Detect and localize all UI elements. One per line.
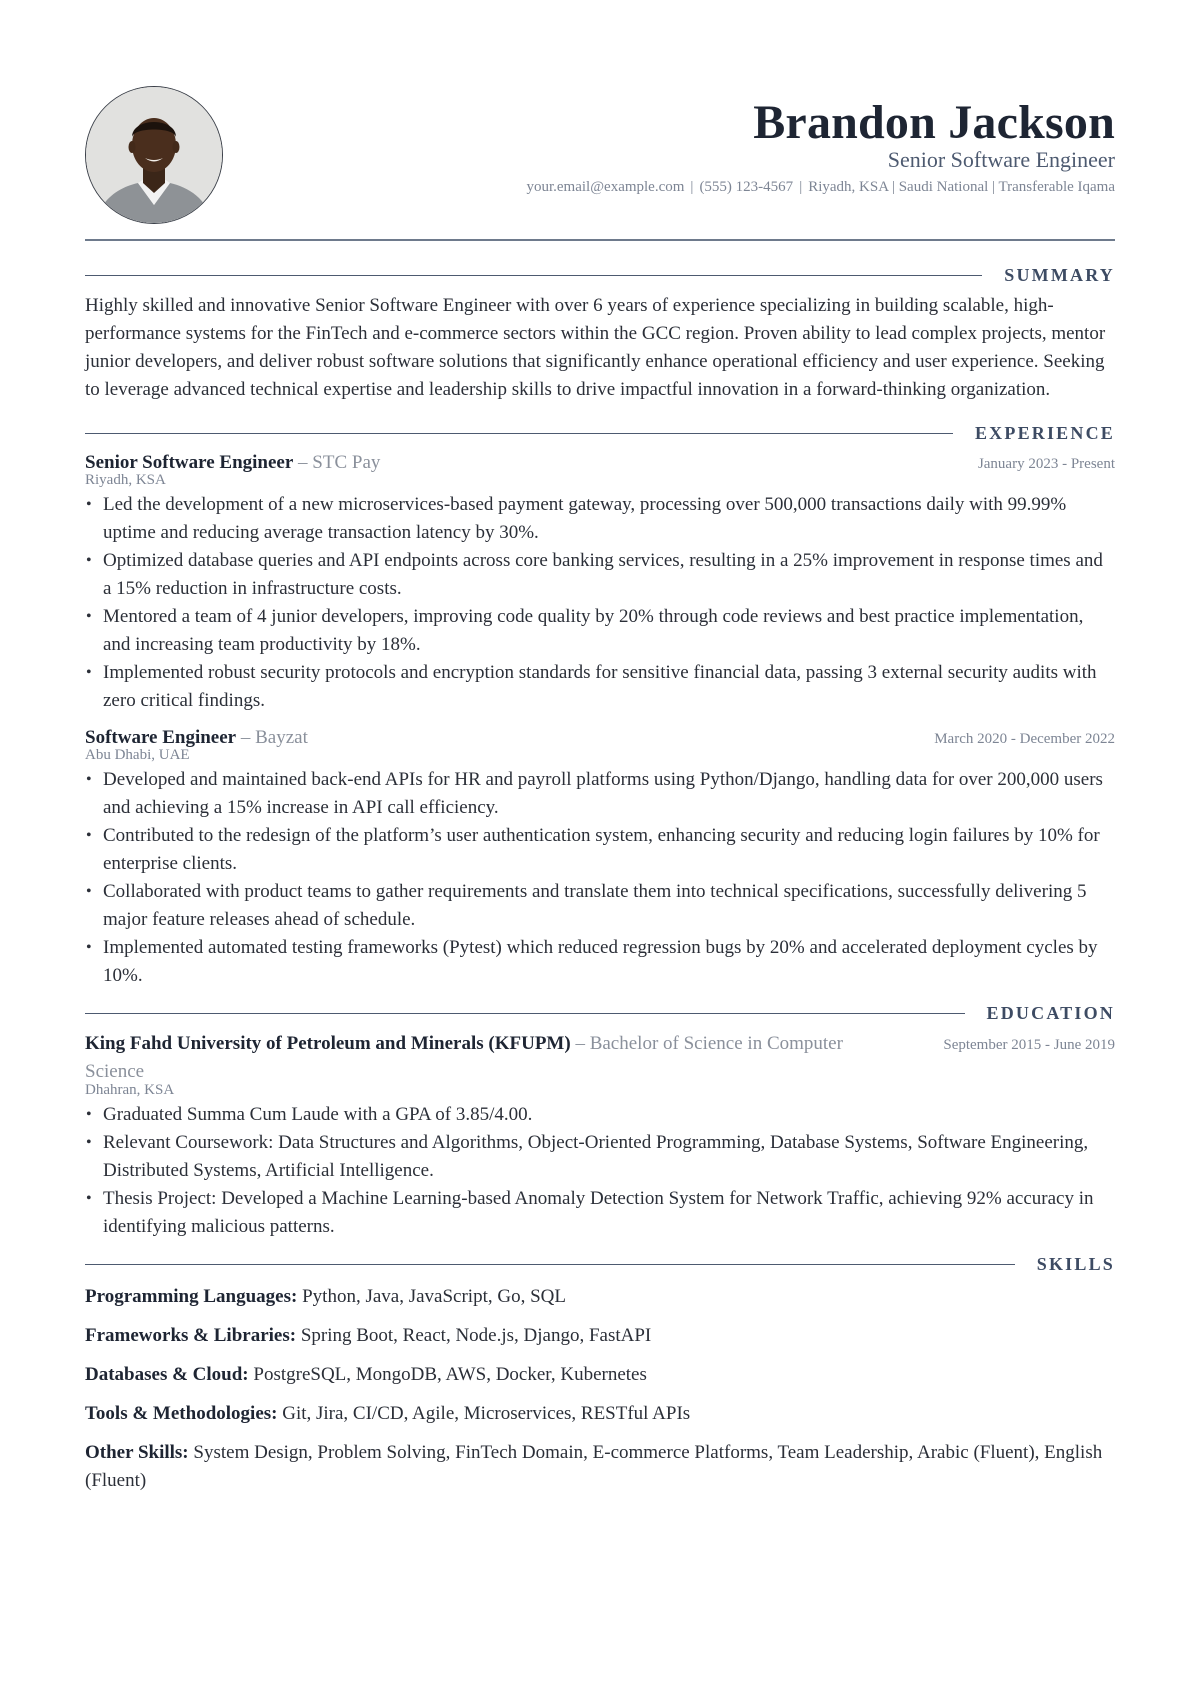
contact-phone: (555) 123-4567	[699, 178, 794, 195]
education-location: Dhahran, KSA	[85, 1082, 175, 1098]
skill-category: Frameworks & Libraries:	[85, 1325, 297, 1346]
profile-photo-image	[86, 87, 222, 223]
skill-row	[85, 1283, 1115, 1311]
skills-section-heading	[85, 1251, 1115, 1277]
section-rule	[85, 1264, 1015, 1265]
summary-text: Highly skilled and innovative Senior Software Engineer with over 6 years of experience specializing in building scalable, high-performance systems for the FinTech and e-commerce sectors within the GCC region. Proven ability to lead complex projects, mentor junior developers, and deliver robust software solutions that significantly enhance operational efficiency and user experience. Seeking to leverage advanced technical expertise and leadership skills to drive impactful innovation in a forward-thinking organization.	[85, 295, 1106, 400]
job-dash: –	[240, 727, 251, 748]
contact-separator: |	[799, 178, 803, 195]
job-dash: –	[298, 452, 308, 473]
job-company: STC Pay	[312, 452, 381, 473]
job-dates: March 2020 - December 2022	[934, 731, 1115, 747]
resume-header	[315, 98, 1115, 196]
summary-section-heading	[85, 262, 1115, 288]
header-divider	[85, 239, 1115, 241]
experience-section-heading	[85, 420, 1115, 446]
skill-row	[85, 1400, 1115, 1428]
candidate-name: Brandon Jackson	[753, 96, 1115, 149]
section-heading-label: EDUCATION	[986, 1002, 1115, 1023]
resume-body	[85, 262, 1115, 1506]
job-location: Abu Dhabi, UAE	[85, 747, 190, 763]
section-heading-label: EXPERIENCE	[974, 422, 1115, 443]
job-bullet: • Led the development of a new microservices-based payment gateway, processing over 500,000 transactions daily with 99.99% uptime and reducing average transaction latency by 30%.	[103, 491, 1115, 547]
job-bullet: • Implemented automated testing frameworks (Pytest) which reduced regression bugs by 20% and accelerated deployment cycles by 10%.	[103, 934, 1115, 990]
section-rule	[85, 275, 982, 276]
skill-values: Python, Java, JavaScript, Go, SQL	[302, 1286, 566, 1307]
skill-category: Databases & Cloud:	[85, 1364, 249, 1385]
education-bullet-list	[85, 1101, 1115, 1241]
section-rule	[85, 433, 953, 434]
job-bullet-list	[85, 491, 1115, 715]
job-bullet: • Implemented robust security protocols and encryption standards for sensitive financial data, passing 3 external security audits with zero critical findings.	[103, 659, 1115, 715]
education-header	[85, 1030, 1115, 1086]
contact-line	[315, 179, 1115, 196]
education-bullet: • Relevant Coursework: Data Structures and Algorithms, Object-Oriented Programming, Database Systems, Software Engineering, Distributed Systems, Artificial Intelligence.	[103, 1129, 1115, 1185]
skill-row	[85, 1322, 1115, 1350]
contact-email: your.email@example.com	[526, 178, 685, 195]
job-dates: January 2023 - Present	[977, 456, 1115, 472]
job-company: Bayzat	[255, 727, 308, 748]
contact-separator: |	[690, 178, 694, 195]
skill-values: Spring Boot, React, Node.js, Django, FastAPI	[300, 1325, 652, 1346]
skill-values: Git, Jira, CI/CD, Agile, Microservices, RESTful APIs	[282, 1403, 691, 1424]
education-school: King Fahd University of Petroleum and Minerals (KFUPM)	[85, 1033, 571, 1054]
candidate-title: Senior Software Engineer	[887, 147, 1115, 173]
skill-category: Programming Languages:	[85, 1286, 298, 1307]
education-dash: –	[575, 1033, 585, 1054]
education-title-line	[85, 1030, 845, 1086]
skill-values: PostgreSQL, MongoDB, AWS, Docker, Kubernetes	[253, 1364, 647, 1385]
job-location: Riyadh, KSA	[85, 472, 166, 488]
skill-row	[85, 1361, 1115, 1389]
contact-location: Riyadh, KSA | Saudi National | Transferable Iqama	[808, 178, 1115, 195]
education-bullet: • Graduated Summa Cum Laude with a GPA of 3.85/4.00.	[103, 1101, 1115, 1129]
skill-values: System Design, Problem Solving, FinTech Domain, E-commerce Platforms, Team Leadership, Arabic (Fluent), English (Fluent)	[85, 1442, 1103, 1491]
education-dates: September 2015 - June 2019	[943, 1037, 1115, 1053]
job-bullet: • Optimized database queries and API endpoints across core banking services, resulting in a 25% improvement in response times and a 15% reduction in infrastructure costs.	[103, 547, 1115, 603]
job-bullet-list	[85, 766, 1115, 990]
skill-row	[85, 1439, 1115, 1495]
section-heading-label: SKILLS	[1036, 1253, 1115, 1274]
job-bullet: • Collaborated with product teams to gather requirements and translate them into technical specifications, successfully delivering 5 major feature releases ahead of schedule.	[103, 878, 1115, 934]
job-role: Senior Software Engineer	[85, 452, 294, 473]
section-heading-label: SUMMARY	[1004, 264, 1115, 285]
profile-photo	[85, 86, 223, 224]
education-section-heading	[85, 1000, 1115, 1026]
job-entry	[85, 450, 1115, 715]
skill-category: Tools & Methodologies:	[85, 1403, 278, 1424]
job-bullet: • Contributed to the redesign of the platform’s user authentication system, enhancing security and reducing login failures by 10% for enterprise clients.	[103, 822, 1115, 878]
education-bullet: • Thesis Project: Developed a Machine Learning-based Anomaly Detection System for Network Traffic, achieving 92% accuracy in identifying malicious patterns.	[103, 1185, 1115, 1241]
job-role: Software Engineer	[85, 727, 237, 748]
job-entry	[85, 725, 1115, 990]
job-bullet: • Mentored a team of 4 junior developers, improving code quality by 20% through code reviews and best practice implementation, and increasing team productivity by 18%.	[103, 603, 1115, 659]
skill-category: Other Skills:	[85, 1442, 189, 1463]
section-rule	[85, 1013, 965, 1014]
job-bullet: • Developed and maintained back-end APIs for HR and payroll platforms using Python/Django, handling data for over 200,000 users and achieving a 15% increase in API call efficiency.	[103, 766, 1115, 822]
education-entry	[85, 1030, 1115, 1241]
education-degree: Bachelor of Science in Computer Science	[85, 1033, 843, 1082]
